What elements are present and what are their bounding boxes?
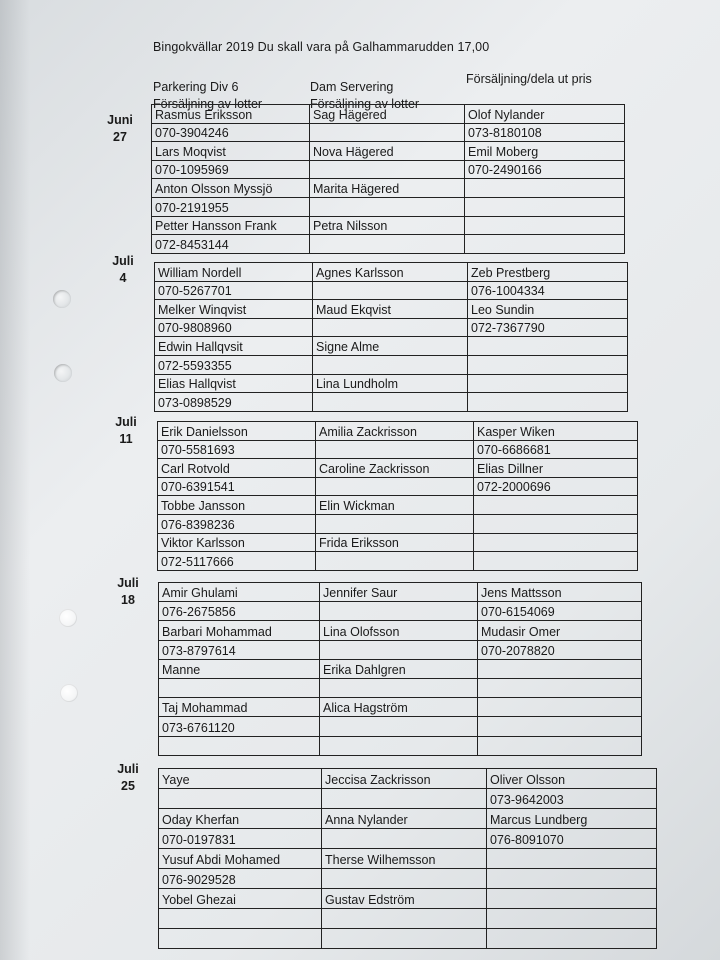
table-row	[155, 337, 628, 356]
table-cell: Caroline Zackrisson	[316, 459, 474, 478]
table-cell: Emil Moberg	[465, 142, 625, 161]
table-cell: 070-6686681	[474, 440, 638, 459]
table-cell: Petra Nilsson	[310, 216, 465, 235]
table-row	[152, 142, 625, 161]
page-edge-shadow	[0, 0, 30, 960]
table-cell	[487, 869, 657, 889]
table-row	[159, 909, 657, 929]
week-table	[158, 582, 642, 756]
table-cell: Anna Nylander	[322, 809, 487, 829]
table-cell: Leo Sundin	[468, 300, 628, 319]
table-cell: Elin Wickman	[316, 496, 474, 515]
table-row	[155, 355, 628, 374]
table-cell	[316, 477, 474, 496]
table-cell	[474, 552, 638, 571]
table-cell	[478, 717, 642, 736]
table-row	[152, 197, 625, 216]
table-cell: Marcus Lundberg	[487, 809, 657, 829]
table-row	[159, 929, 657, 949]
header-prizes	[466, 71, 592, 88]
table-cell	[320, 678, 478, 697]
table-cell: 072-7367790	[468, 318, 628, 337]
table-cell: Nova Hägered	[310, 142, 465, 161]
table-row	[159, 849, 657, 869]
table-row	[158, 440, 638, 459]
table-row	[158, 422, 638, 441]
table-cell	[465, 197, 625, 216]
table-cell: Amir Ghulami	[159, 583, 320, 602]
table-cell: 073-9642003	[487, 789, 657, 809]
table-row	[155, 300, 628, 319]
table-cell	[478, 678, 642, 697]
table-cell: Oday Kherfan	[159, 809, 322, 829]
week-day: 25	[121, 779, 135, 793]
table-cell: William Nordell	[155, 263, 313, 282]
table-cell	[310, 160, 465, 179]
table-cell: 073-8180108	[465, 123, 625, 142]
table-row	[159, 717, 642, 736]
week-date	[106, 414, 146, 448]
table-cell	[322, 869, 487, 889]
table-cell	[159, 789, 322, 809]
table-cell: 070-6391541	[158, 477, 316, 496]
week-table	[151, 104, 625, 254]
table-cell	[322, 909, 487, 929]
table-cell	[320, 736, 478, 755]
table-cell	[322, 789, 487, 809]
table-row	[152, 235, 625, 254]
table-cell: Mudasir Omer	[478, 621, 642, 640]
table-cell: Edwin Hallqvsit	[155, 337, 313, 356]
table-cell	[468, 337, 628, 356]
table-row	[159, 869, 657, 889]
table-cell	[320, 602, 478, 621]
table-row	[158, 496, 638, 515]
table-cell	[159, 909, 322, 929]
table-cell: Marita Hägered	[310, 179, 465, 198]
table-cell	[465, 216, 625, 235]
table-row	[152, 160, 625, 179]
table-row	[159, 809, 657, 829]
punch-hole	[53, 290, 71, 308]
table-cell: Agnes Karlsson	[313, 263, 468, 282]
header-parking-line1: Parkering Div 6	[153, 80, 239, 94]
table-row	[159, 678, 642, 697]
table-cell: Petter Hansson Frank	[152, 216, 310, 235]
table-cell	[478, 736, 642, 755]
table-cell: Carl Rotvold	[158, 459, 316, 478]
table-row	[152, 179, 625, 198]
table-cell: Barbari Mohammad	[159, 621, 320, 640]
table-cell	[313, 318, 468, 337]
table-cell: 070-2191955	[152, 197, 310, 216]
table-row	[155, 374, 628, 393]
table-row	[158, 514, 638, 533]
table-cell	[316, 514, 474, 533]
table-cell: Olof Nylander	[465, 105, 625, 124]
table-cell	[159, 929, 322, 949]
header-parking-line2: Försäljning av lotter	[153, 97, 263, 111]
table-cell: 072-5593355	[155, 355, 313, 374]
table-row	[152, 216, 625, 235]
week-month: Juli	[117, 762, 139, 776]
week-table	[157, 421, 638, 571]
table-cell	[159, 736, 320, 755]
table-row	[159, 659, 642, 678]
table-cell: Lars Moqvist	[152, 142, 310, 161]
table-cell: Tobbe Jansson	[158, 496, 316, 515]
table-cell: Manne	[159, 659, 320, 678]
table-cell	[310, 123, 465, 142]
table-cell	[465, 179, 625, 198]
table-cell	[320, 640, 478, 659]
table-cell	[478, 698, 642, 717]
table-cell: Erik Danielsson	[158, 422, 316, 441]
table-cell	[474, 533, 638, 552]
punch-hole	[60, 684, 78, 702]
week-date	[108, 575, 148, 609]
table-cell: 070-3904246	[152, 123, 310, 142]
table-row	[158, 477, 638, 496]
table-cell	[487, 889, 657, 909]
header-serving-line2: Försäljning av lotter	[310, 97, 420, 111]
table-cell: 072-5117666	[158, 552, 316, 571]
table-cell: 072-8453144	[152, 235, 310, 254]
table-cell: Yobel Ghezai	[159, 889, 322, 909]
table-cell: Lina Olofsson	[320, 621, 478, 640]
table-row	[159, 602, 642, 621]
week-month: Juli	[117, 576, 139, 590]
table-cell: 076-8091070	[487, 829, 657, 849]
table-cell	[322, 929, 487, 949]
table-cell: Jens Mattsson	[478, 583, 642, 602]
table-cell: Amilia Zackrisson	[316, 422, 474, 441]
table-row	[152, 105, 625, 124]
table-cell: 073-8797614	[159, 640, 320, 659]
table-row	[155, 393, 628, 412]
table-cell: Jennifer Saur	[320, 583, 478, 602]
table-cell: Sag Hägered	[310, 105, 465, 124]
page-title: Bingokvällar 2019 Du skall vara på Galhammarudden 17,00	[153, 40, 490, 54]
table-row	[159, 621, 642, 640]
table-cell: Anton Olsson Myssjö	[152, 179, 310, 198]
table-row	[159, 789, 657, 809]
week-date	[103, 253, 143, 287]
table-cell	[320, 717, 478, 736]
table-cell	[322, 829, 487, 849]
table-cell: Frida Eriksson	[316, 533, 474, 552]
table-cell: 070-2078820	[478, 640, 642, 659]
week-day: 11	[119, 432, 133, 446]
week-table	[158, 768, 657, 949]
table-cell: Elias Hallqvist	[155, 374, 313, 393]
table-cell: 072-2000696	[474, 477, 638, 496]
table-cell: Melker Winqvist	[155, 300, 313, 319]
table-row	[159, 829, 657, 849]
table-row	[155, 263, 628, 282]
table-cell: Gustav Edström	[322, 889, 487, 909]
table-cell: Elias Dillner	[474, 459, 638, 478]
table-cell: Lina Lundholm	[313, 374, 468, 393]
table-cell: 076-8398236	[158, 514, 316, 533]
table-cell	[313, 281, 468, 300]
table-cell: 076-9029528	[159, 869, 322, 889]
table-cell	[313, 355, 468, 374]
table-cell	[310, 235, 465, 254]
week-month: Juli	[115, 415, 137, 429]
table-cell: 070-9808960	[155, 318, 313, 337]
table-cell: Viktor Karlsson	[158, 533, 316, 552]
table-cell	[468, 374, 628, 393]
table-cell: 073-6761120	[159, 717, 320, 736]
table-cell	[316, 552, 474, 571]
table-cell: Erika Dahlgren	[320, 659, 478, 678]
week-month: Juni	[107, 113, 133, 127]
table-cell: Zeb Prestberg	[468, 263, 628, 282]
header-prizes-line1: Försäljning/dela ut pris	[466, 72, 592, 86]
table-row	[159, 583, 642, 602]
table-cell: Signe Alme	[313, 337, 468, 356]
table-row	[152, 123, 625, 142]
table-cell: 070-1095969	[152, 160, 310, 179]
punch-hole	[54, 364, 72, 382]
table-cell: Kasper Wiken	[474, 422, 638, 441]
table-cell	[310, 197, 465, 216]
table-cell: Alica Hagström	[320, 698, 478, 717]
table-cell: 070-2490166	[465, 160, 625, 179]
table-cell: 070-5581693	[158, 440, 316, 459]
table-row	[159, 640, 642, 659]
table-cell	[487, 849, 657, 869]
week-date	[100, 112, 140, 146]
week-day: 4	[119, 271, 127, 285]
week-day: 18	[121, 593, 135, 607]
table-cell: 070-6154069	[478, 602, 642, 621]
table-row	[159, 889, 657, 909]
table-cell	[474, 496, 638, 515]
table-cell	[468, 393, 628, 412]
table-cell: Therse Wilhemsson	[322, 849, 487, 869]
table-cell	[465, 235, 625, 254]
table-row	[159, 736, 642, 755]
table-cell: Yusuf Abdi Mohamed	[159, 849, 322, 869]
table-cell: 073-0898529	[155, 393, 313, 412]
table-row	[159, 698, 642, 717]
table-cell	[468, 355, 628, 374]
table-cell	[487, 929, 657, 949]
table-cell	[478, 659, 642, 678]
header-serving-line1: Dam Servering	[310, 80, 394, 94]
table-row	[158, 552, 638, 571]
table-row	[155, 318, 628, 337]
table-cell: Oliver Olsson	[487, 769, 657, 789]
table-cell: 076-1004334	[468, 281, 628, 300]
table-cell: Taj Mohammad	[159, 698, 320, 717]
punch-hole	[59, 609, 77, 627]
table-cell	[474, 514, 638, 533]
table-cell: Jeccisa Zackrisson	[322, 769, 487, 789]
table-cell	[313, 393, 468, 412]
table-cell	[316, 440, 474, 459]
table-cell: 070-0197831	[159, 829, 322, 849]
table-cell: Yaye	[159, 769, 322, 789]
table-cell: 070-5267701	[155, 281, 313, 300]
table-row	[155, 281, 628, 300]
table-row	[158, 533, 638, 552]
table-cell: Rasmus Eriksson	[152, 105, 310, 124]
table-cell	[487, 909, 657, 929]
week-month: Juli	[112, 254, 134, 268]
table-row	[158, 459, 638, 478]
table-cell	[159, 678, 320, 697]
table-row	[159, 769, 657, 789]
table-cell: 076-2675856	[159, 602, 320, 621]
week-date	[108, 761, 148, 795]
table-cell: Maud Ekqvist	[313, 300, 468, 319]
week-day: 27	[113, 130, 127, 144]
week-table	[154, 262, 628, 412]
